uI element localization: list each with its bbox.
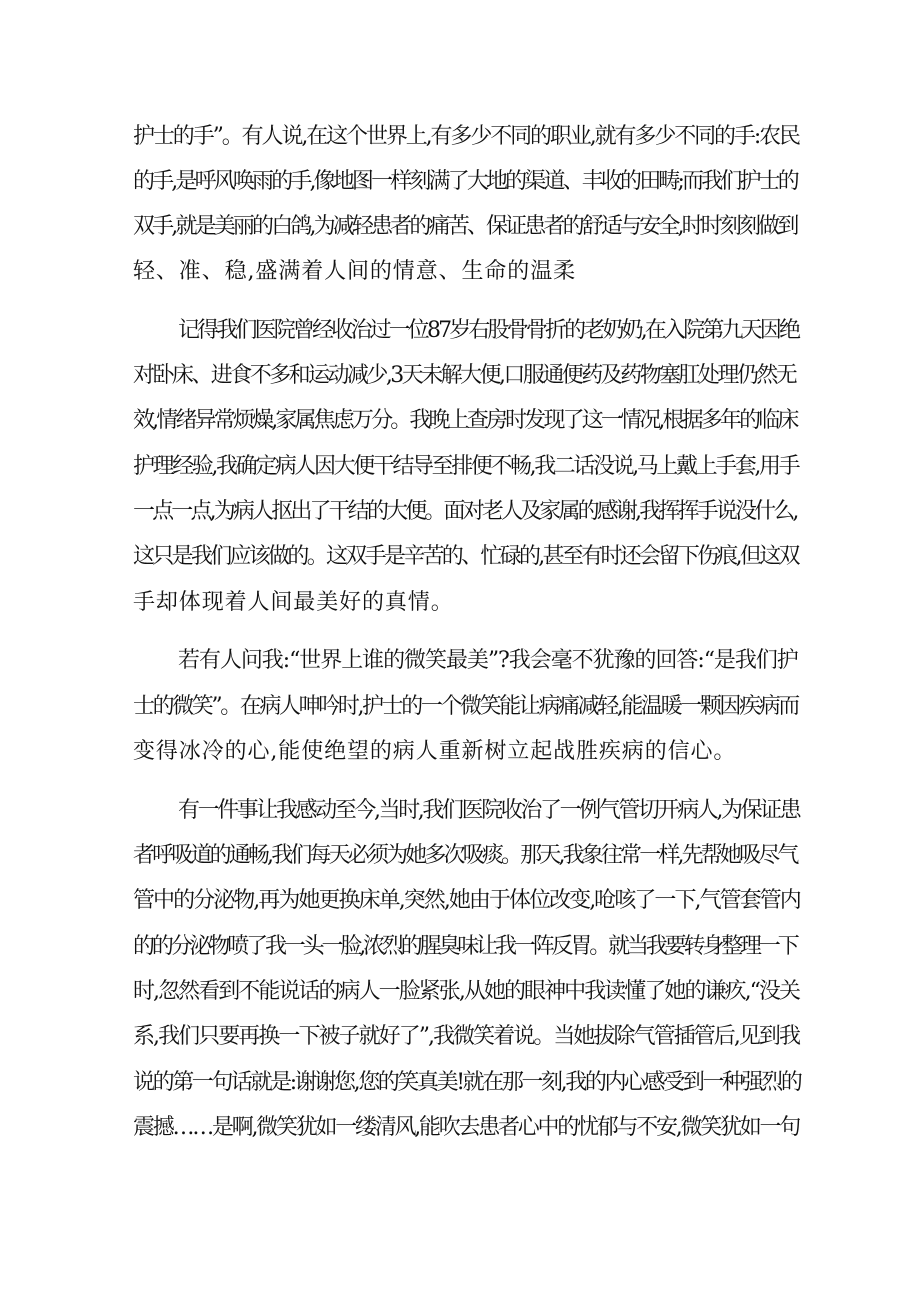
text-line: 者呼吸道的通畅,我们每天必须为她多次吸痰。那天,我象往常一样,先帮她吸尽气: [133, 843, 797, 868]
text-line: 说的第一句话就是:谢谢您,您的笑真美!就在那一刻,我的内心感受到一种强烈的: [133, 1070, 801, 1095]
text-line: 手却体现着人间最美好的真情。: [133, 590, 454, 615]
text-line: 时,忽然看到不能说话的病人一脸紧张,从她的眼神中我读懂了她的谦疚,“没关: [133, 979, 800, 1004]
text-line: 轻、准、稳,盛满着人间的情意、生命的温柔: [133, 259, 576, 284]
text-line: 士的微笑”。在病人呻吟时,护士的一个微笑能让病痛减轻,能温暖一颗因疾病而: [133, 694, 798, 719]
text-line: 双手,就是美丽的白鸽,为减轻患者的痛苦、保证患者的舒适与安全,时时刻刻做到: [133, 214, 797, 239]
text-line: 变得冰冷的心,能使绝望的病人重新树立起战胜疾病的信心。: [133, 739, 737, 764]
text-line: 对卧床、进食不多和运动减少,3天未解大便,口服通便药及药物塞肛处理仍然无: [133, 363, 796, 388]
text-line: 管中的分泌物,再为她更换床单,突然,她由于体位改变,呛咳了一下,气管套管内: [133, 888, 800, 913]
text-line: 一点一点,为病人抠出了干结的大便。面对老人及家属的感谢,我挥挥手说没什么,: [133, 499, 797, 524]
text-line: 记得我们医院曾经收治过一位87岁右股骨骨折的老奶奶,在入院第九天因绝: [178, 318, 799, 343]
text-line: 这只是我们应该做的。这双手是辛苦的、忙碌的,甚至有时还会留下伤痕,但这双: [133, 544, 798, 569]
text-line: 的的分泌物喷了我一头一脸,浓烈的腥臭味让我一阵反胃。就当我要转身整理一下: [133, 934, 797, 959]
text-line: 效,情绪异常烦燥,家属焦虑万分。我晚上查房时发现了这一情况,根据多年的临床: [133, 408, 797, 433]
text-line: 的手,是呼风唤雨的手,像地图一样刻满了大地的渠道、丰收的田畴;而我们护士的: [133, 169, 797, 194]
text-line: 若有人问我:“世界上谁的微笑最美”?我会毫不犹豫的回答:“是我们护: [178, 648, 798, 673]
text-line: 护士的手”。有人说,在这个世界上,有多少不同的职业,就有多少不同的手:农民: [133, 124, 799, 149]
text-line: 震撼……是啊,微笑犹如一缕清风,能吹去患者心中的忧郁与不安,微笑犹如一句: [133, 1115, 799, 1140]
text-line: 有一件事让我感动至今,当时,我们医院收治了一例气管切开病人,为保证患: [178, 798, 800, 823]
text-line: 护理经验,我确定病人因大便干结导至排便不畅,我二话没说,马上戴上手套,用手: [133, 454, 799, 479]
text-line: 系,我们只要再换一下被子就好了”,我微笑着说。当她拔除气管插管后,见到我: [133, 1024, 800, 1049]
